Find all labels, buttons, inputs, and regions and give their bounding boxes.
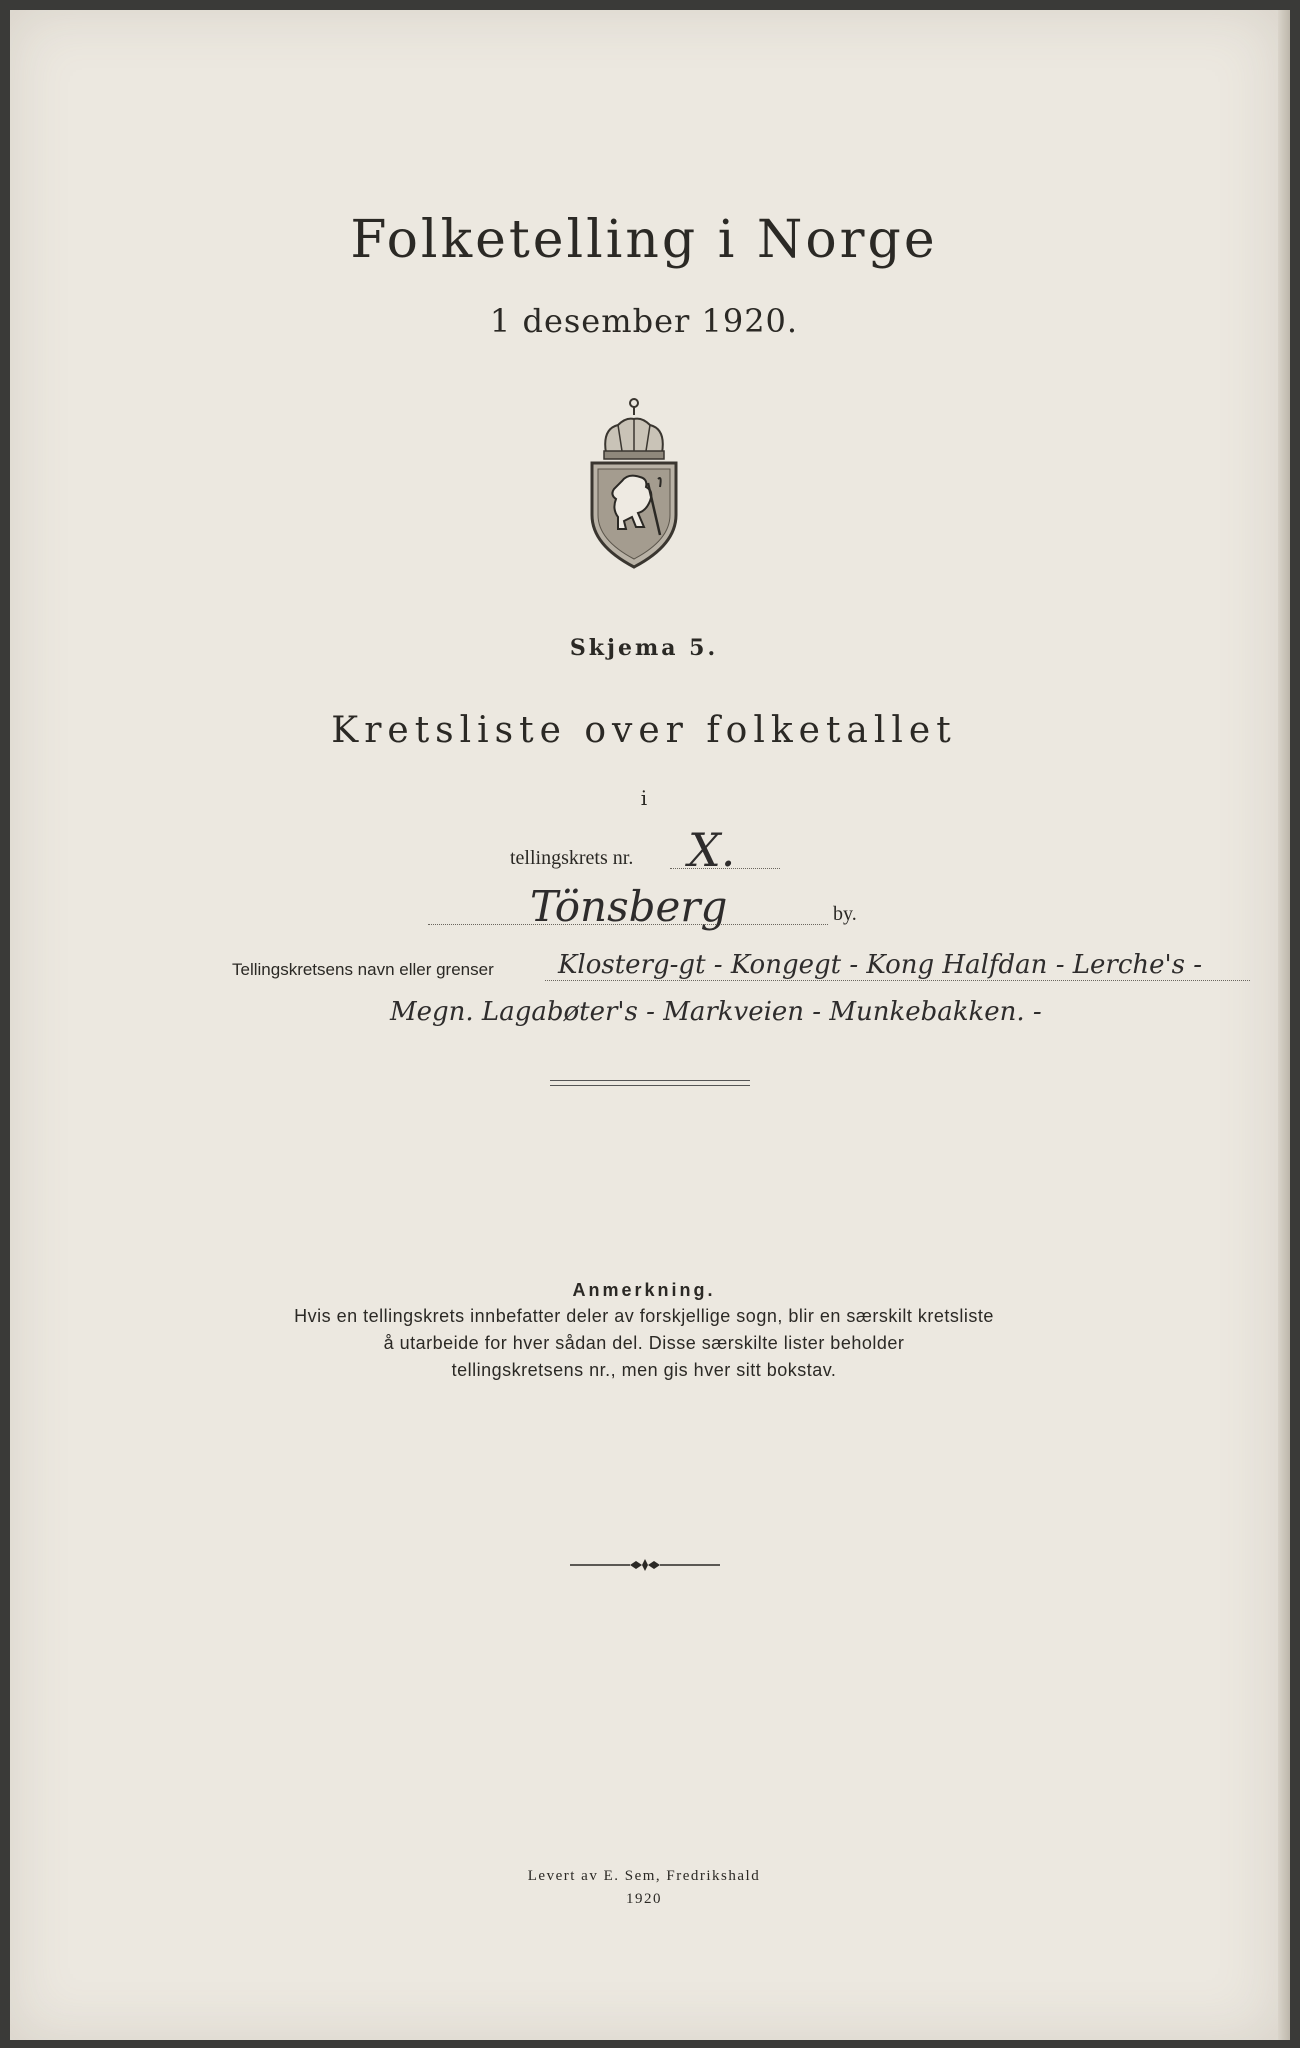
krets-label: tellingskrets nr. [510,847,634,869]
page-title: Folketelling i Norge [350,210,938,270]
form-heading: Kretsliste over folketallet [331,710,957,751]
coat-of-arms-icon [588,395,680,570]
krets-number-handwritten: X. [688,823,736,877]
printer-year: 1920 [626,1891,662,1907]
boundaries-handwritten-line-1: Klosterg-gt - Kongegt - Kong Halfdan - Lerche's - [558,950,1203,980]
printer-credit: Levert av E. Sem, Fredrikshald [527,1868,761,1884]
note-line: tellingskretsens nr., men gis hver sitt bokstav. [451,1360,837,1380]
note-line: Hvis en tellingskrets innbefatter deler av forskjellige sogn, blir en særskilt kretsliste [294,1306,994,1326]
boundaries-handwritten-line-2: Megn. Lagabøter's - Markveien - Munkebakken. - [390,997,1042,1027]
page-edge [1278,10,1290,2040]
boundaries-field-line [545,980,1250,981]
census-form-page [10,10,1278,2040]
town-name-handwritten: Tönsberg [530,882,728,931]
connector-i: i [640,786,648,810]
town-suffix: by. [833,903,857,925]
census-date: 1 desember 1920. [489,302,799,340]
divider-rule [550,1080,750,1081]
divider-rule [550,1085,750,1086]
schema-number: Skjema 5. [569,635,719,661]
ornament-divider-icon [570,1555,720,1575]
district-boundaries-label: Tellingskretsens navn eller grenser [232,960,494,979]
note-title: Anmerkning. [572,1280,716,1300]
note-line: å utarbeide for hver sådan del. Disse særskilte lister beholder [383,1333,905,1353]
